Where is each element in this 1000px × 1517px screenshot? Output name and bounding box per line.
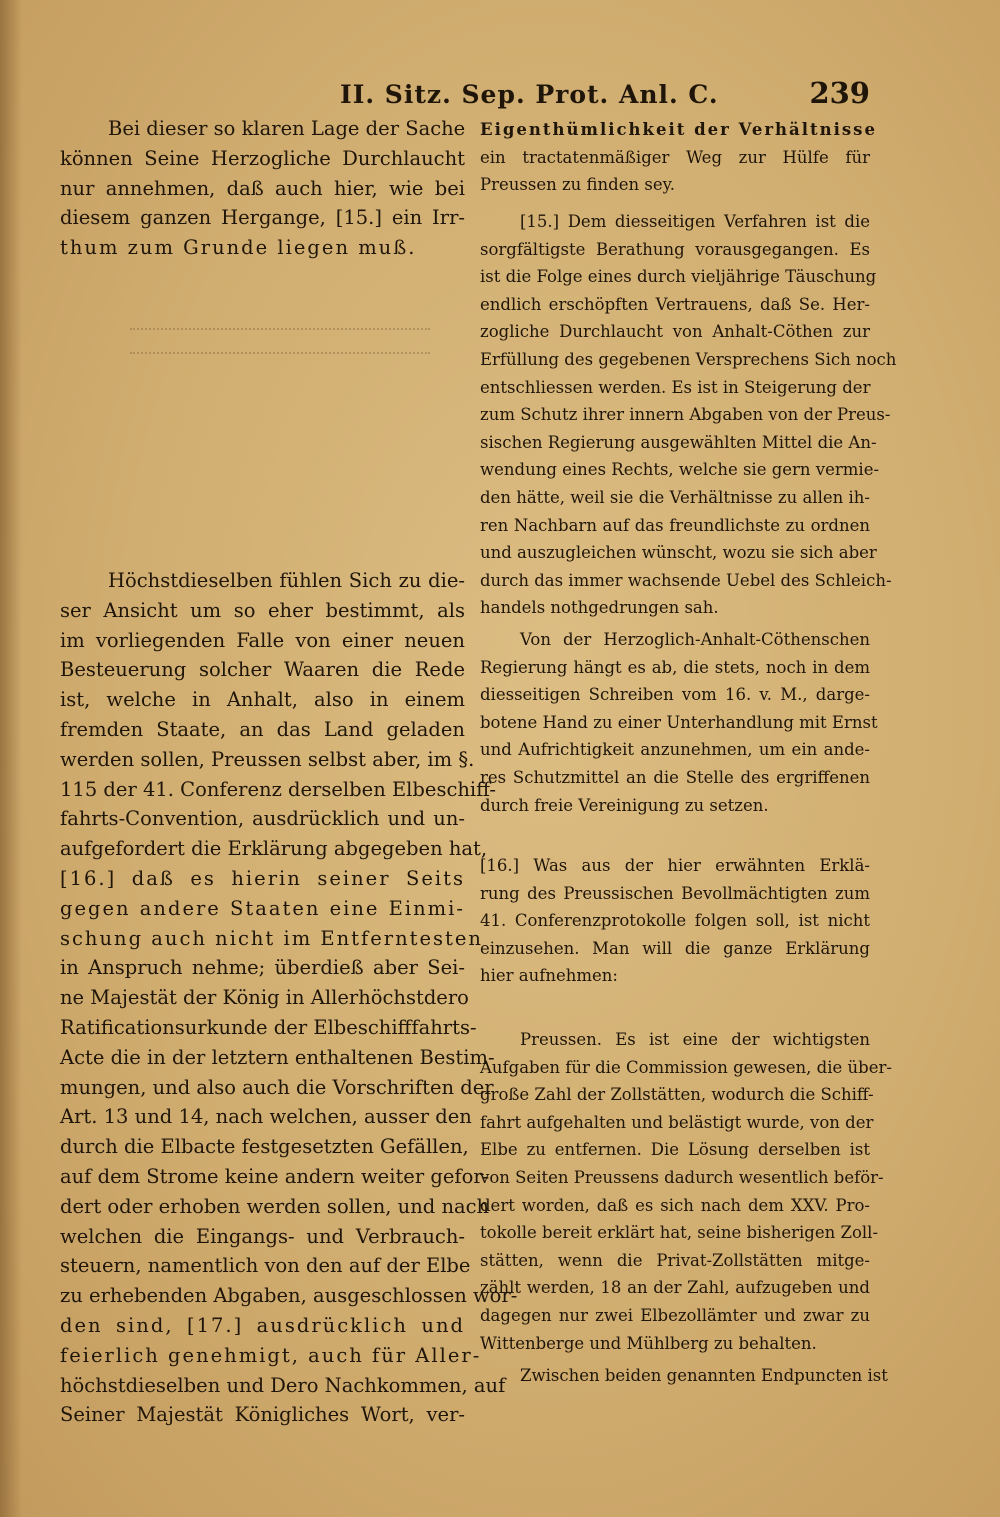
text-line: hier aufnehmen: [480, 966, 618, 986]
left-paragraph-2 [60, 566, 518, 1430]
text-line: Regierung hängt es ab, die stets, noch in dem [480, 657, 870, 677]
text-line: zählt werden, 18 an der Zahl, aufzugeben und [480, 1278, 870, 1298]
text-line: einzusehen. Man will die ganze Erklärung [480, 938, 870, 958]
text-line: höchstdieselben und Dero Nachkommen, auf [60, 1373, 506, 1397]
faded-rule [130, 328, 430, 332]
text-line: [15.] Dem diesseitigen Verfahren ist die [520, 212, 870, 231]
text-line: dagegen nur zwei Elbezollämter und zwar zu [480, 1305, 870, 1325]
page-edge-shadow [0, 0, 22, 1517]
text-line: gegen andere Staaten eine Einmi- [60, 896, 465, 920]
text-line: Von der Herzoglich-Anhalt-Cöthenschen [520, 630, 870, 649]
text-line: thum zum Grunde liegen muß. [60, 236, 417, 260]
text-line: in Anspruch nehme; überdieß aber Sei- [60, 956, 465, 980]
text-line: handels nothgedrungen sah. [480, 598, 719, 618]
text-line: ist die Folge eines durch vieljährige Täuschung [480, 267, 877, 287]
right-paragraph-5 [480, 1026, 892, 1357]
left-paragraph-1 [60, 114, 465, 263]
text-line: steuern, namentlich von den auf der Elbe [60, 1254, 471, 1278]
text-line: Ratificationsurkunde der Elbeschifffahrts- [60, 1015, 477, 1039]
page-header [340, 76, 870, 112]
text-line: Höchstdieselben fühlen Sich zu die- [108, 569, 465, 592]
running-title: II. Sitz. Sep. Prot. Anl. C. [340, 80, 719, 109]
right-paragraph-6 [480, 1362, 888, 1390]
text-line: den sind, [17.] ausdrücklich und [60, 1313, 465, 1337]
faded-rule [130, 352, 430, 356]
text-line: ne Majestät der König in Allerhöchstdero [60, 986, 469, 1010]
text-line: [16.] Was aus der hier erwähnten Erklä- [480, 856, 870, 875]
text-line: Zwischen beiden genannten Endpuncten ist [520, 1366, 888, 1385]
text-line: große Zahl der Zollstätten, wodurch die Schiff- [480, 1085, 874, 1105]
text-line: werden sollen, Preussen selbst aber, im §. [60, 747, 475, 771]
text-line: Aufgaben für die Commission gewesen, die über- [480, 1057, 892, 1077]
text-line: endlich erschöpften Vertrauens, daß Se. Her- [480, 294, 870, 314]
text-line: 41. Conferenzprotokolle folgen soll, ist nicht [480, 911, 870, 931]
text-line: Elbe zu entfernen. Die Lösung derselben ist [480, 1140, 870, 1160]
text-line: Bei dieser so klaren Lage der Sache [108, 117, 466, 140]
text-line: von Seiten Preussens dadurch wesentlich beför- [480, 1167, 884, 1187]
right-paragraph-3 [480, 626, 878, 819]
text-line: Erfüllung des gegebenen Versprechens Sich noch [480, 349, 897, 369]
text-line: fahrts-Convention, ausdrücklich und un- [60, 807, 465, 831]
text-line: diesseitigen Schreiben vom 16. v. M., darge- [480, 685, 870, 705]
text-line: stätten, wenn die Privat-Zollstätten mitge- [480, 1250, 870, 1270]
text-line: Eigenthümlichkeit der Verhältnisse [480, 120, 877, 139]
text-line: Preussen. Es ist eine der wichtigsten [520, 1030, 870, 1049]
text-line: entschliessen werden. Es ist in Steigerung der [480, 377, 871, 397]
text-line: aufgefordert die Erklärung abgegeben hat, [60, 837, 488, 861]
text-line: mungen, und also auch die Vorschriften der [60, 1075, 494, 1099]
page-number: 239 [809, 76, 870, 110]
text-line: botene Hand zu einer Unterhandlung mit Ernst [480, 712, 878, 732]
text-line: und Aufrichtigkeit anzunehmen, um ein ande- [480, 740, 870, 760]
text-line: ser Ansicht um so eher bestimmt, als [60, 598, 465, 622]
text-line: durch das immer wachsende Uebel des Schleich- [480, 570, 892, 590]
text-line: schung auch nicht im Entferntesten [60, 926, 483, 950]
text-line: durch die Elbacte festgesetzten Gefällen, [60, 1135, 469, 1159]
text-line: und auszugleichen wünscht, wozu sie sich aber [480, 543, 877, 563]
text-line: res Schutzmittel an die Stelle des ergriffenen [480, 767, 870, 787]
text-line: 115 der 41. Conferenz derselben Elbeschiff- [60, 777, 496, 801]
text-line: auf dem Strome keine andern weiter gefor- [60, 1164, 490, 1188]
text-line: Acte die in der letztern enthaltenen Bestim- [60, 1045, 495, 1069]
text-line: können Seine Herzogliche Durchlaucht [60, 146, 465, 170]
right-paragraph-4 [480, 852, 870, 990]
text-line: Art. 13 und 14, nach welchen, ausser den [60, 1105, 472, 1129]
text-line: fahrt aufgehalten und belästigt wurde, von der [480, 1112, 874, 1132]
text-line: sorgfältigste Berathung vorausgegangen. Es [480, 239, 870, 259]
text-line: dert oder erhoben werden sollen, und nach [60, 1194, 490, 1218]
text-line: feierlich genehmigt, auch für Aller- [60, 1343, 482, 1367]
text-line: diesem ganzen Hergange, [15.] ein Irr- [60, 206, 465, 230]
text-line: welchen die Eingangs- und Verbrauch- [60, 1224, 465, 1248]
text-line: den hätte, weil sie die Verhältnisse zu allen ih- [480, 487, 870, 507]
text-line: im vorliegenden Falle von einer neuen [60, 628, 465, 652]
text-line: zum Schutz ihrer innern Abgaben von der Preus- [480, 405, 891, 425]
text-line: tokolle bereit erklärt hat, seine bisherigen Zoll- [480, 1223, 879, 1243]
text-line: rung des Preussischen Bevollmächtigten zum [480, 883, 870, 903]
text-line: Wittenberge und Mühlberg zu behalten. [480, 1333, 817, 1353]
text-line: ist, welche in Anhalt, also in einem [60, 688, 465, 712]
right-paragraph-2 [480, 208, 897, 622]
text-line: Besteuerung solcher Waaren die Rede [60, 658, 465, 682]
right-paragraph-1 [480, 116, 877, 199]
text-line: zu erhebenden Abgaben, ausgeschlossen wor- [60, 1284, 518, 1308]
text-line: zogliche Durchlaucht von Anhalt-Cöthen zur [480, 322, 870, 342]
text-line: wendung eines Rechts, welche sie gern vermie- [480, 460, 880, 480]
text-line: Seiner Majestät Königliches Wort, ver- [60, 1403, 465, 1427]
text-line: durch freie Vereinigung zu setzen. [480, 795, 769, 815]
text-line: Preussen zu finden sey. [480, 175, 675, 195]
text-line: dert worden, daß es sich nach dem XXV. Pro- [480, 1195, 870, 1215]
text-line: sischen Regierung ausgewählten Mittel die An- [480, 432, 877, 452]
text-line: fremden Staate, an das Land geladen [60, 717, 465, 741]
text-line: ren Nachbarn auf das freundlichste zu ordnen [480, 515, 870, 535]
text-line: nur annehmen, daß auch hier, wie bei [60, 176, 465, 200]
text-line: [16.] daß es hierin seiner Seits [60, 866, 465, 890]
text-line: ein tractatenmäßiger Weg zur Hülfe für [480, 147, 870, 167]
